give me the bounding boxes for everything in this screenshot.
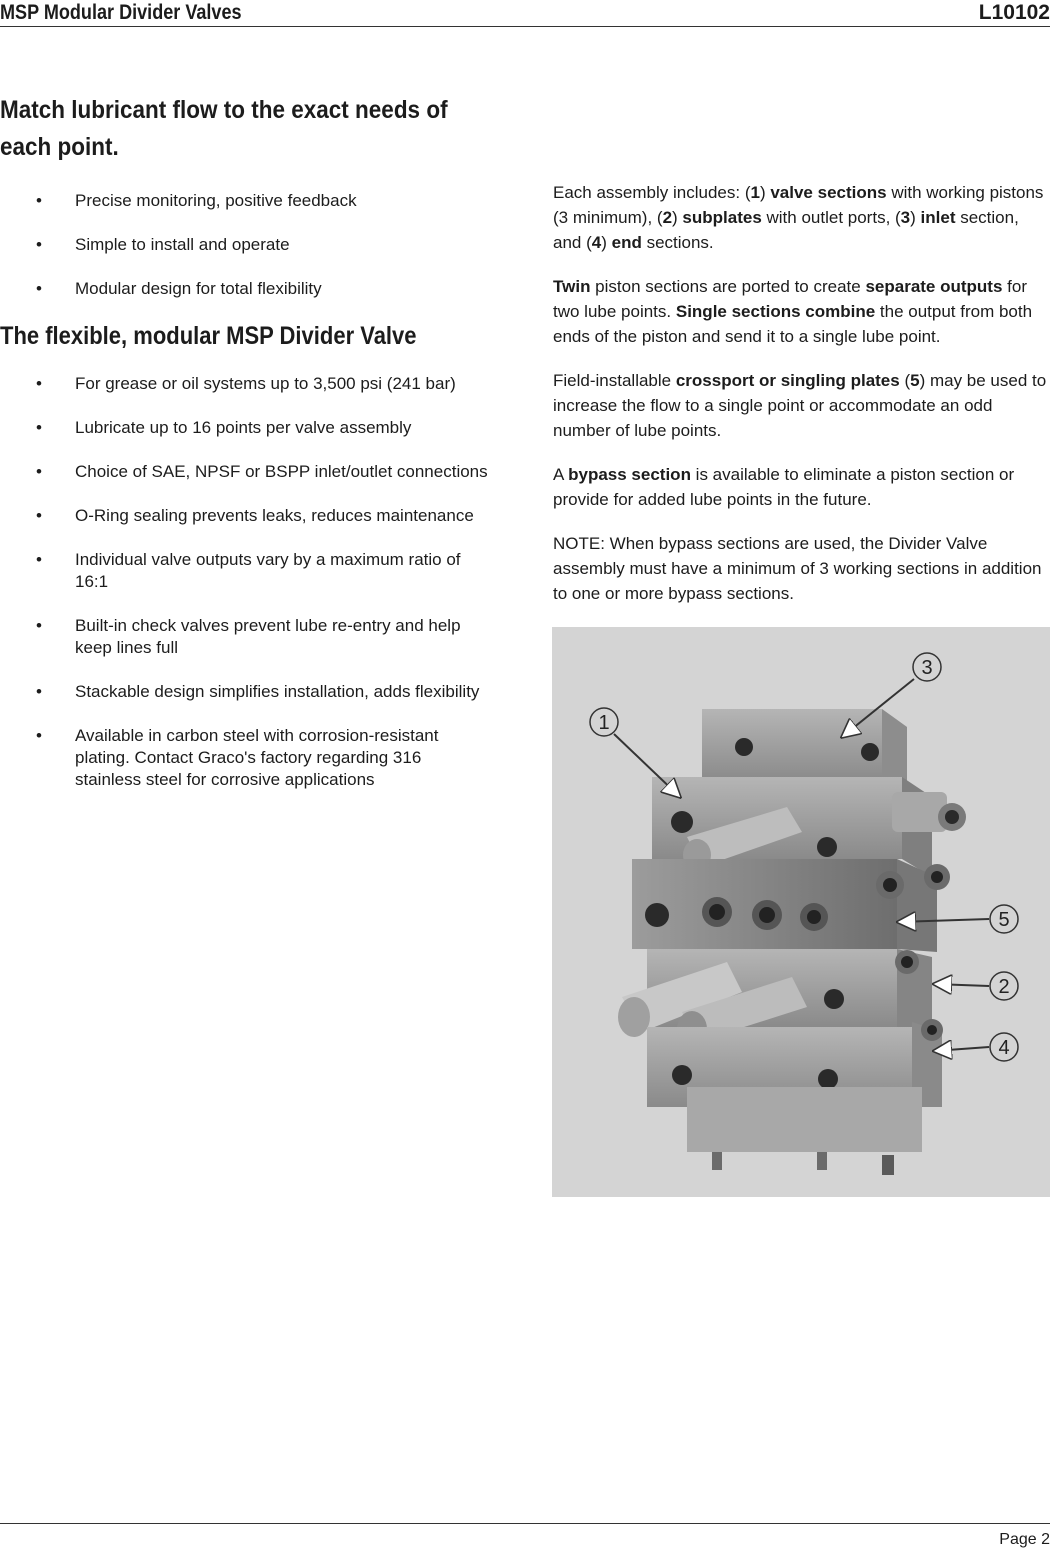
document-title: MSP Modular Divider Valves — [0, 1, 242, 24]
svg-text:4: 4 — [998, 1037, 1010, 1059]
svg-text:5: 5 — [998, 909, 1010, 931]
paragraph-bypass: A bypass section is available to eliminate a piston section or provide for added lube points in the future. — [553, 465, 1015, 509]
paragraph-twin-sections: Twin piston sections are ported to create separate outputs for two lube points. Single sections combine the output from both ends of the piston and send it to a single lube point. — [553, 277, 1033, 346]
list-item: • Available in carbon steel with corrosion-resistant plating. Contact Graco's factory regarding 316 stainless steel for corrosive applications — [36, 726, 439, 789]
end-section — [647, 1019, 943, 1175]
paragraph-crossport: Field-installable crossport or singling plates (5) may be used to increase the flow to a single point or accommodate an odd number of lube points. — [553, 371, 1047, 440]
feature-list-2 — [0, 373, 500, 791]
paragraph-note: NOTE: When bypass sections are used, the Divider Valve assembly must have a minimum of 3 working sections in addition to one or more bypass sections. — [553, 534, 1042, 603]
list-item: • Lubricate up to 16 points per valve assembly — [36, 418, 412, 437]
list-item: • For grease or oil systems up to 3,500 psi (241 bar) — [36, 374, 456, 393]
list-item: • Simple to install and operate — [36, 235, 290, 254]
heading-match-lubricant: Match lubricant flow to the exact needs of each point. — [0, 96, 448, 161]
page-header — [0, 0, 1050, 27]
heading-flexible-valve: The flexible, modular MSP Divider Valve — [0, 322, 417, 350]
list-item: • Individual valve outputs vary by a maximum ratio of 16:1 — [36, 550, 461, 591]
divider-valve-photo — [552, 627, 1050, 1197]
svg-text:3: 3 — [921, 657, 933, 679]
list-item: • Built-in check valves prevent lube re-entry and help keep lines full — [36, 616, 461, 657]
paragraph-assembly-includes: Each assembly includes: (1) valve sections with working pistons (3 minimum), (2) subplates with outlet ports, (3) inlet section, and (4) end sections. — [553, 183, 1044, 252]
list-item: • Precise monitoring, positive feedback — [36, 191, 357, 210]
feature-list-1 — [0, 190, 500, 300]
list-item: • Stackable design simplifies installation, adds flexibility — [36, 682, 480, 701]
page-footer-rule — [0, 1523, 1050, 1524]
valve-section-2 — [632, 859, 950, 952]
valve-illustration — [552, 627, 1050, 1197]
svg-text:2: 2 — [998, 976, 1010, 998]
list-item: • O-Ring sealing prevents leaks, reduces maintenance — [36, 506, 474, 525]
list-item: • Choice of SAE, NPSF or BSPP inlet/outlet connections — [36, 462, 488, 481]
right-column — [553, 180, 1050, 625]
document-code: L10102 — [978, 1, 1050, 24]
list-item: • Modular design for total flexibility — [36, 279, 322, 298]
svg-text:1: 1 — [598, 712, 610, 734]
page-number: Page 2 — [999, 1531, 1050, 1548]
left-column — [0, 92, 500, 813]
